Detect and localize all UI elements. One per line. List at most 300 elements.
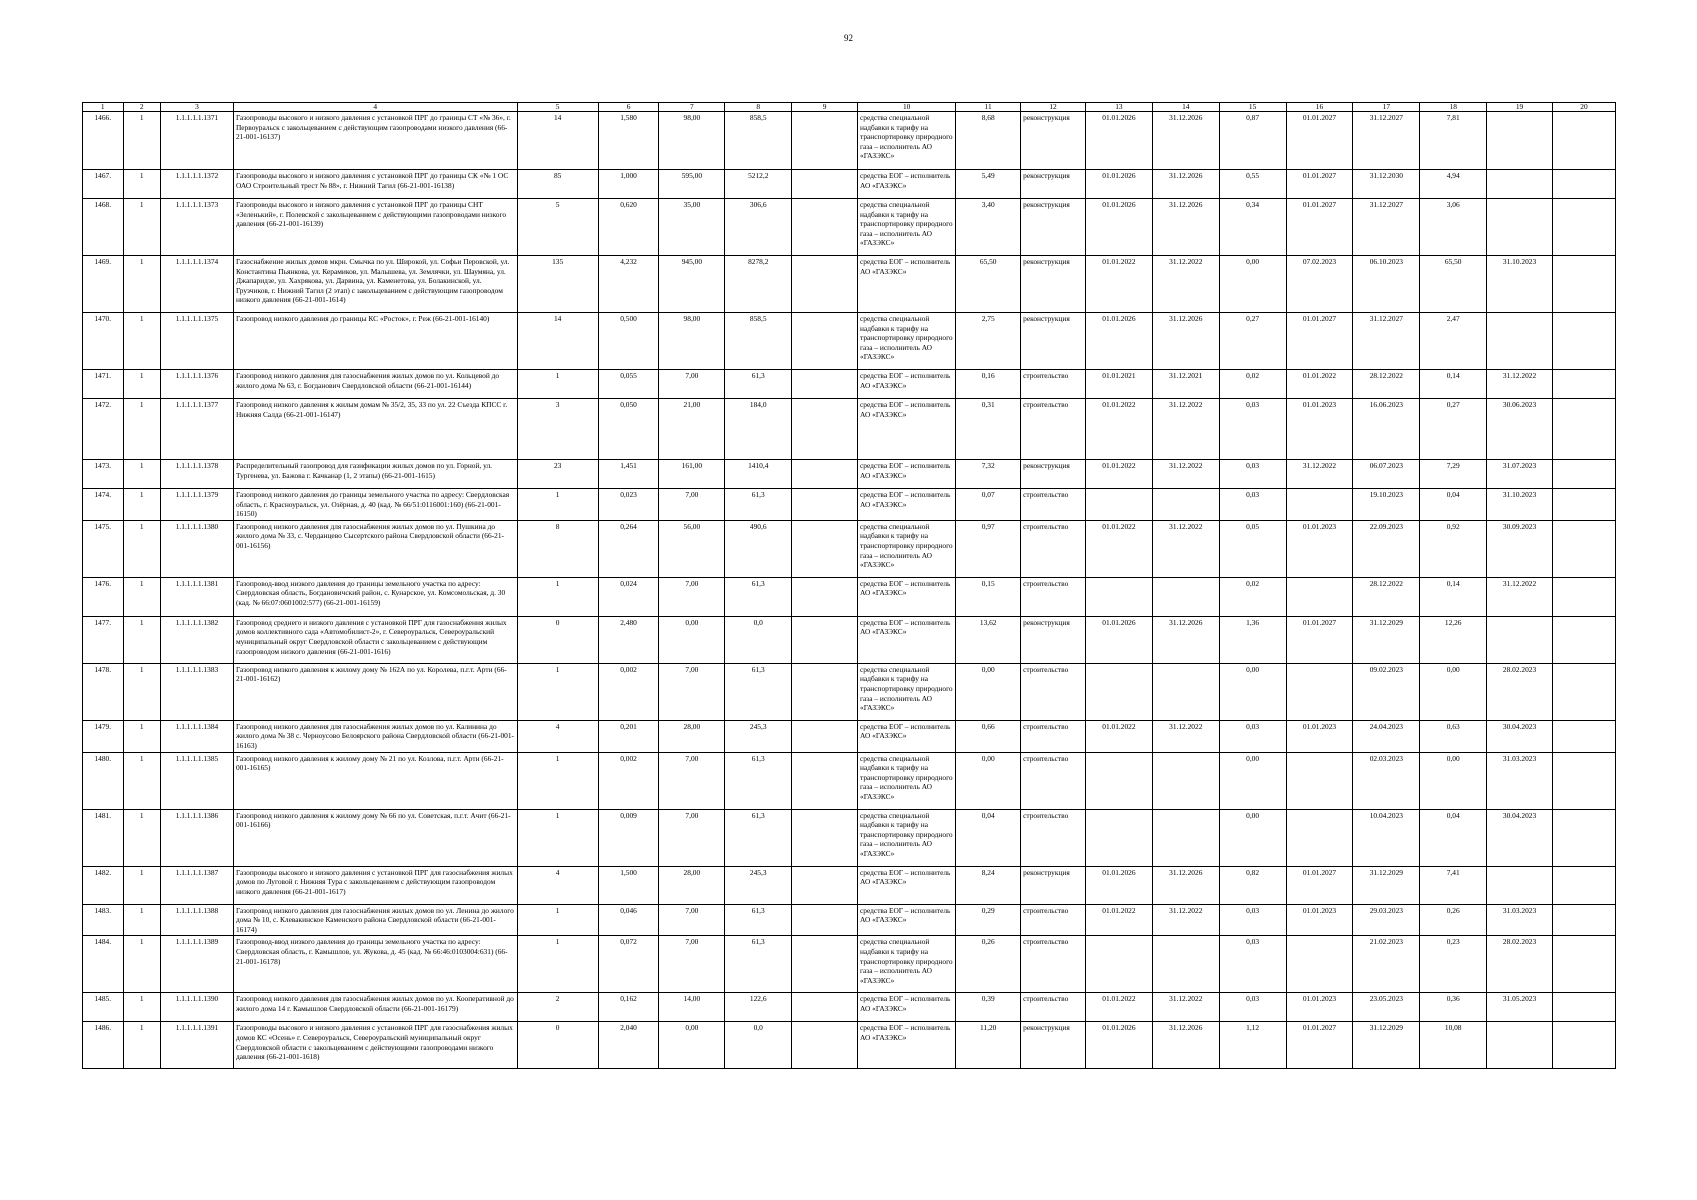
col-5-value: 1	[517, 809, 598, 866]
work-type: строительство	[1021, 399, 1086, 460]
end-date: 31.12.2026	[1152, 1022, 1219, 1069]
length-value: 0,002	[598, 663, 659, 720]
col-18-value: 3,06	[1420, 199, 1487, 256]
table-row	[83, 399, 1616, 460]
col-16-date	[1286, 752, 1353, 809]
col-8-value: 858,5	[725, 313, 792, 370]
col-5-value: 85	[517, 170, 598, 199]
table-row	[83, 663, 1616, 720]
object-name: Газопровод низкого давления для газоснабжения жилых домов по ул. Калинина до жилого дома № 38 с. Черноусово Белоярского района Свердловской области (66-21-001-16163)	[233, 720, 517, 752]
col-19-date: 30.06.2023	[1487, 399, 1553, 460]
col-5-value: 1	[517, 577, 598, 616]
col-2-value: 1	[123, 752, 160, 809]
cost-value: 0,31	[956, 399, 1021, 460]
cost-value: 0,26	[956, 936, 1021, 993]
start-date: 01.01.2022	[1085, 904, 1152, 936]
col-7-value: 35,00	[659, 199, 725, 256]
end-date: 31.12.2021	[1152, 370, 1219, 399]
start-date	[1085, 936, 1152, 993]
col-9-value	[792, 720, 858, 752]
col-7-value: 161,00	[659, 460, 725, 489]
length-value: 1,580	[598, 112, 659, 170]
col-2-value: 1	[123, 399, 160, 460]
table-row	[83, 809, 1616, 866]
col-5-value: 3	[517, 399, 598, 460]
col-15-value: 0,00	[1219, 663, 1286, 720]
col-18-value: 12,26	[1420, 616, 1487, 663]
funding-source: средства специальной надбавки к тарифу на транспортировку природного газа – исполнитель АО «ГАЗЭКС»	[858, 112, 956, 170]
column-header: 15	[1219, 103, 1286, 112]
col-15-value: 0,87	[1219, 112, 1286, 170]
col-2-value: 1	[123, 577, 160, 616]
col-7-value: 7,00	[659, 904, 725, 936]
object-code: 1.1.1.1.1.1384	[161, 720, 234, 752]
col-16-date	[1286, 809, 1353, 866]
row-number: 1469.	[83, 256, 124, 313]
col-19-date: 28.02.2023	[1487, 663, 1553, 720]
table-row	[83, 936, 1616, 993]
work-type: строительство	[1021, 993, 1086, 1022]
col-5-value: 0	[517, 1022, 598, 1069]
end-date	[1152, 936, 1219, 993]
col-17-date: 28.12.2022	[1353, 370, 1420, 399]
col-9-value	[792, 936, 858, 993]
object-name: Газопроводы высокого и низкого давления с установкой ПРГ до границы СНТ «Зеленький», г. Полевской с закольцеванием с действующими газопроводами низкого давления (66-21-001-16139)	[233, 199, 517, 256]
col-16-date	[1286, 577, 1353, 616]
cost-value: 8,68	[956, 112, 1021, 170]
cost-value: 0,29	[956, 904, 1021, 936]
col-18-value: 0,14	[1420, 577, 1487, 616]
start-date: 01.01.2021	[1085, 370, 1152, 399]
end-date	[1152, 752, 1219, 809]
col-7-value: 56,00	[659, 520, 725, 577]
start-date	[1085, 489, 1152, 521]
col-8-value: 184,0	[725, 399, 792, 460]
col-2-value: 1	[123, 370, 160, 399]
column-header: 3	[161, 103, 234, 112]
col-8-value: 1410,4	[725, 460, 792, 489]
col-15-value: 0,03	[1219, 460, 1286, 489]
funding-source: средства специальной надбавки к тарифу на транспортировку природного газа – исполнитель АО «ГАЗЭКС»	[858, 199, 956, 256]
end-date: 31.12.2026	[1152, 170, 1219, 199]
col-15-value: 0,03	[1219, 904, 1286, 936]
col-18-value: 7,29	[1420, 460, 1487, 489]
col-18-value: 0,04	[1420, 489, 1487, 521]
col-16-date: 01.01.2027	[1286, 170, 1353, 199]
row-number: 1484.	[83, 936, 124, 993]
col-16-date: 01.01.2023	[1286, 904, 1353, 936]
end-date: 31.12.2026	[1152, 866, 1219, 904]
column-header: 11	[956, 103, 1021, 112]
col-7-value: 14,00	[659, 993, 725, 1022]
table-row	[83, 993, 1616, 1022]
row-number: 1486.	[83, 1022, 124, 1069]
col-15-value: 0,03	[1219, 993, 1286, 1022]
work-type: реконструкция	[1021, 170, 1086, 199]
col-17-date: 24.04.2023	[1353, 720, 1420, 752]
table-row	[83, 199, 1616, 256]
col-20-value	[1552, 170, 1615, 199]
table-row	[83, 752, 1616, 809]
col-20-value	[1552, 313, 1615, 370]
funding-source: средства специальной надбавки к тарифу на транспортировку природного газа – исполнитель АО «ГАЗЭКС»	[858, 936, 956, 993]
table-body	[83, 112, 1616, 1069]
column-header: 8	[725, 103, 792, 112]
column-header: 9	[792, 103, 858, 112]
col-18-value: 7,81	[1420, 112, 1487, 170]
col-2-value: 1	[123, 460, 160, 489]
col-5-value: 14	[517, 313, 598, 370]
length-value: 2,480	[598, 616, 659, 663]
col-17-date: 21.02.2023	[1353, 936, 1420, 993]
col-9-value	[792, 112, 858, 170]
col-18-value: 0,36	[1420, 993, 1487, 1022]
col-9-value	[792, 616, 858, 663]
col-16-date: 01.01.2027	[1286, 112, 1353, 170]
end-date: 31.12.2022	[1152, 720, 1219, 752]
work-type: строительство	[1021, 663, 1086, 720]
col-7-value: 7,00	[659, 752, 725, 809]
cost-value: 0,00	[956, 752, 1021, 809]
col-18-value: 0,14	[1420, 370, 1487, 399]
row-number: 1467.	[83, 170, 124, 199]
funding-source: средства ЕОГ – исполнитель АО «ГАЗЭКС»	[858, 460, 956, 489]
col-2-value: 1	[123, 313, 160, 370]
funding-source: средства специальной надбавки к тарифу на транспортировку природного газа – исполнитель АО «ГАЗЭКС»	[858, 809, 956, 866]
column-header: 20	[1552, 103, 1615, 112]
length-value: 4,232	[598, 256, 659, 313]
funding-source: средства ЕОГ – исполнитель АО «ГАЗЭКС»	[858, 1022, 956, 1069]
col-8-value: 245,3	[725, 866, 792, 904]
start-date: 01.01.2022	[1085, 520, 1152, 577]
col-7-value: 21,00	[659, 399, 725, 460]
funding-source: средства ЕОГ – исполнитель АО «ГАЗЭКС»	[858, 720, 956, 752]
col-8-value: 122,6	[725, 993, 792, 1022]
col-17-date: 09.02.2023	[1353, 663, 1420, 720]
col-8-value: 858,5	[725, 112, 792, 170]
row-number: 1477.	[83, 616, 124, 663]
col-5-value: 4	[517, 866, 598, 904]
object-name: Газопровод низкого давления к жилому дому № 162А по ул. Королева, п.г.т. Арти (66-21-001-16162)	[233, 663, 517, 720]
end-date	[1152, 809, 1219, 866]
object-name: Газопровод низкого давления к жилому дому № 21 по ул. Козлова, п.г.т. Арти (66-21-001-16165)	[233, 752, 517, 809]
object-code: 1.1.1.1.1.1372	[161, 170, 234, 199]
col-2-value: 1	[123, 720, 160, 752]
col-7-value: 0,00	[659, 1022, 725, 1069]
length-value: 1,000	[598, 170, 659, 199]
end-date	[1152, 489, 1219, 521]
col-19-date: 30.04.2023	[1487, 720, 1553, 752]
end-date: 31.12.2022	[1152, 399, 1219, 460]
object-code: 1.1.1.1.1.1378	[161, 460, 234, 489]
col-5-value: 4	[517, 720, 598, 752]
row-number: 1472.	[83, 399, 124, 460]
col-19-date: 31.07.2023	[1487, 460, 1553, 489]
col-20-value	[1552, 256, 1615, 313]
row-number: 1483.	[83, 904, 124, 936]
col-15-value: 0,00	[1219, 809, 1286, 866]
length-value: 0,046	[598, 904, 659, 936]
col-2-value: 1	[123, 256, 160, 313]
cost-value: 65,50	[956, 256, 1021, 313]
work-type: реконструкция	[1021, 460, 1086, 489]
funding-source: средства ЕОГ – исполнитель АО «ГАЗЭКС»	[858, 170, 956, 199]
funding-source: средства ЕОГ – исполнитель АО «ГАЗЭКС»	[858, 616, 956, 663]
end-date: 31.12.2022	[1152, 256, 1219, 313]
column-header: 13	[1085, 103, 1152, 112]
work-type: строительство	[1021, 577, 1086, 616]
col-19-date	[1487, 170, 1553, 199]
funding-source: средства ЕОГ – исполнитель АО «ГАЗЭКС»	[858, 577, 956, 616]
col-17-date: 10.04.2023	[1353, 809, 1420, 866]
length-value: 0,024	[598, 577, 659, 616]
funding-source: средства ЕОГ – исполнитель АО «ГАЗЭКС»	[858, 993, 956, 1022]
row-number: 1466.	[83, 112, 124, 170]
end-date: 31.12.2022	[1152, 904, 1219, 936]
col-19-date: 31.10.2023	[1487, 489, 1553, 521]
page-number: 92	[844, 33, 853, 43]
cost-value: 11,20	[956, 1022, 1021, 1069]
col-9-value	[792, 199, 858, 256]
column-header: 10	[858, 103, 956, 112]
col-9-value	[792, 520, 858, 577]
col-8-value: 61,3	[725, 370, 792, 399]
table-row	[83, 616, 1616, 663]
row-number: 1480.	[83, 752, 124, 809]
col-20-value	[1552, 616, 1615, 663]
col-17-date: 23.05.2023	[1353, 993, 1420, 1022]
object-code: 1.1.1.1.1.1375	[161, 313, 234, 370]
col-20-value	[1552, 904, 1615, 936]
object-code: 1.1.1.1.1.1388	[161, 904, 234, 936]
col-20-value	[1552, 370, 1615, 399]
length-value: 0,050	[598, 399, 659, 460]
col-7-value: 945,00	[659, 256, 725, 313]
col-16-date: 01.01.2027	[1286, 866, 1353, 904]
end-date	[1152, 577, 1219, 616]
col-18-value: 0,26	[1420, 904, 1487, 936]
col-17-date: 06.10.2023	[1353, 256, 1420, 313]
end-date: 31.12.2022	[1152, 460, 1219, 489]
col-16-date: 01.01.2023	[1286, 993, 1353, 1022]
table-row	[83, 520, 1616, 577]
row-number: 1468.	[83, 199, 124, 256]
start-date: 01.01.2022	[1085, 993, 1152, 1022]
start-date: 01.01.2022	[1085, 460, 1152, 489]
cost-value: 0,16	[956, 370, 1021, 399]
col-15-value: 0,00	[1219, 256, 1286, 313]
object-code: 1.1.1.1.1.1371	[161, 112, 234, 170]
col-9-value	[792, 399, 858, 460]
object-code: 1.1.1.1.1.1387	[161, 866, 234, 904]
col-17-date: 31.12.2030	[1353, 170, 1420, 199]
work-type: реконструкция	[1021, 1022, 1086, 1069]
col-15-value: 0,27	[1219, 313, 1286, 370]
col-5-value: 2	[517, 993, 598, 1022]
funding-source: средства специальной надбавки к тарифу на транспортировку природного газа – исполнитель АО «ГАЗЭКС»	[858, 313, 956, 370]
col-2-value: 1	[123, 866, 160, 904]
col-9-value	[792, 577, 858, 616]
col-15-value: 0,34	[1219, 199, 1286, 256]
cost-value: 0,15	[956, 577, 1021, 616]
cost-value: 2,75	[956, 313, 1021, 370]
table-row	[83, 112, 1616, 170]
col-7-value: 7,00	[659, 577, 725, 616]
col-19-date: 28.02.2023	[1487, 936, 1553, 993]
col-19-date: 31.12.2022	[1487, 577, 1553, 616]
col-17-date: 19.10.2023	[1353, 489, 1420, 521]
col-19-date	[1487, 112, 1553, 170]
object-code: 1.1.1.1.1.1385	[161, 752, 234, 809]
col-9-value	[792, 866, 858, 904]
column-header: 19	[1487, 103, 1553, 112]
col-19-date	[1487, 616, 1553, 663]
col-18-value: 4,94	[1420, 170, 1487, 199]
table-row	[83, 489, 1616, 521]
col-2-value: 1	[123, 809, 160, 866]
col-7-value: 0,00	[659, 616, 725, 663]
col-19-date: 31.05.2023	[1487, 993, 1553, 1022]
col-17-date: 22.09.2023	[1353, 520, 1420, 577]
col-20-value	[1552, 520, 1615, 577]
object-name: Газопроводы высокого и низкого давления с установкой ПРГ для газоснабжения жилых домов КС «Осень» г. Североуральск, Североуральский муниципальный округ Свердловской области с закольцеванием с действующими газопроводами низкого давления (66-21-001-1618)	[233, 1022, 517, 1069]
object-name: Газопроводы высокого и низкого давления с установкой ПРГ до границы СТ «№ 36», г. Первоуральск с закольцеванием с действующим газопроводами низкого давления (66-21-001-16137)	[233, 112, 517, 170]
start-date: 01.01.2026	[1085, 313, 1152, 370]
col-7-value: 7,00	[659, 936, 725, 993]
col-18-value: 0,00	[1420, 752, 1487, 809]
col-8-value: 0,0	[725, 616, 792, 663]
col-2-value: 1	[123, 1022, 160, 1069]
col-15-value: 0,00	[1219, 752, 1286, 809]
table-row	[83, 904, 1616, 936]
object-code: 1.1.1.1.1.1374	[161, 256, 234, 313]
col-15-value: 0,03	[1219, 399, 1286, 460]
col-5-value: 0	[517, 616, 598, 663]
col-19-date: 30.04.2023	[1487, 809, 1553, 866]
col-16-date: 01.01.2027	[1286, 616, 1353, 663]
cost-value: 0,66	[956, 720, 1021, 752]
cost-value: 7,32	[956, 460, 1021, 489]
col-16-date: 01.01.2027	[1286, 199, 1353, 256]
col-2-value: 1	[123, 936, 160, 993]
col-2-value: 1	[123, 663, 160, 720]
col-15-value: 0,02	[1219, 370, 1286, 399]
object-code: 1.1.1.1.1.1389	[161, 936, 234, 993]
end-date: 31.12.2026	[1152, 616, 1219, 663]
col-7-value: 7,00	[659, 489, 725, 521]
funding-source: средства ЕОГ – исполнитель АО «ГАЗЭКС»	[858, 399, 956, 460]
col-9-value	[792, 460, 858, 489]
table-row	[83, 460, 1616, 489]
col-19-date	[1487, 199, 1553, 256]
col-20-value	[1552, 577, 1615, 616]
col-16-date	[1286, 663, 1353, 720]
col-17-date: 06.07.2023	[1353, 460, 1420, 489]
table-row	[83, 720, 1616, 752]
object-name: Газопровод низкого давления для газоснабжения жилых домов по ул. Пушкина до жилого дома № 33, с. Черданцево Сысертского района Свердловской области (66-21-001-16156)	[233, 520, 517, 577]
col-17-date: 29.03.2023	[1353, 904, 1420, 936]
work-type: реконструкция	[1021, 112, 1086, 170]
work-type: строительство	[1021, 370, 1086, 399]
object-code: 1.1.1.1.1.1381	[161, 577, 234, 616]
col-17-date: 31.12.2027	[1353, 112, 1420, 170]
col-9-value	[792, 752, 858, 809]
col-20-value	[1552, 993, 1615, 1022]
column-header: 1	[83, 103, 124, 112]
col-9-value	[792, 370, 858, 399]
length-value: 0,201	[598, 720, 659, 752]
col-15-value: 0,05	[1219, 520, 1286, 577]
start-date: 01.01.2026	[1085, 170, 1152, 199]
col-16-date: 01.01.2027	[1286, 313, 1353, 370]
col-5-value: 1	[517, 752, 598, 809]
end-date: 31.12.2022	[1152, 520, 1219, 577]
start-date: 01.01.2026	[1085, 112, 1152, 170]
col-16-date: 07.02.2023	[1286, 256, 1353, 313]
end-date: 31.12.2026	[1152, 313, 1219, 370]
col-8-value: 0,0	[725, 1022, 792, 1069]
col-8-value: 61,3	[725, 577, 792, 616]
col-19-date: 31.03.2023	[1487, 752, 1553, 809]
col-2-value: 1	[123, 616, 160, 663]
object-code: 1.1.1.1.1.1383	[161, 663, 234, 720]
table-row	[83, 170, 1616, 199]
col-15-value: 0,03	[1219, 936, 1286, 993]
col-16-date: 01.01.2023	[1286, 399, 1353, 460]
col-18-value: 0,27	[1420, 399, 1487, 460]
col-16-date	[1286, 936, 1353, 993]
col-8-value: 61,3	[725, 809, 792, 866]
col-18-value: 7,41	[1420, 866, 1487, 904]
col-16-date: 31.12.2022	[1286, 460, 1353, 489]
funding-source: средства ЕОГ – исполнитель АО «ГАЗЭКС»	[858, 489, 956, 521]
object-name: Газопровод низкого давления для газоснабжения жилых домов по ул. Ленина до жилого дома № 10, с. Клевакинское Каменского района Свердловской области (66-21-001-16174)	[233, 904, 517, 936]
col-18-value: 0,23	[1420, 936, 1487, 993]
table-row	[83, 577, 1616, 616]
col-15-value: 0,03	[1219, 720, 1286, 752]
length-value: 0,162	[598, 993, 659, 1022]
col-7-value: 7,00	[659, 809, 725, 866]
col-20-value	[1552, 866, 1615, 904]
col-8-value: 61,3	[725, 752, 792, 809]
col-18-value: 10,08	[1420, 1022, 1487, 1069]
col-2-value: 1	[123, 904, 160, 936]
col-8-value: 8278,2	[725, 256, 792, 313]
col-8-value: 490,6	[725, 520, 792, 577]
col-18-value: 0,04	[1420, 809, 1487, 866]
object-name: Газоснабжение жилых домов мкрн. Смычка по ул. Широкой, ул. Софьи Перовской, ул. Константина Пьянкова, ул. Керамиков, ул. Малышева, ул. Землячки, ул. Шаумяна, ул. Джапаридзе, ул. Хахрякова, ул. Дарвина, ул. Каменетова, ул. Болакинской, ул. Грузчиков, г. Нижний Тагил (2 этап) с закольцеванием с действующим газопроводом низкого давления (66-21-001-1614)	[233, 256, 517, 313]
work-type: строительство	[1021, 489, 1086, 521]
col-17-date: 02.03.2023	[1353, 752, 1420, 809]
row-number: 1479.	[83, 720, 124, 752]
col-2-value: 1	[123, 112, 160, 170]
length-value: 0,264	[598, 520, 659, 577]
col-20-value	[1552, 720, 1615, 752]
object-name: Газопроводы высокого и низкого давления с установкой ПРГ до границы СК «№ 1 ОС ОАО Строительный трест № 88», г. Нижний Тагил (66-21-001-16138)	[233, 170, 517, 199]
work-type: строительство	[1021, 809, 1086, 866]
object-code: 1.1.1.1.1.1379	[161, 489, 234, 521]
col-9-value	[792, 663, 858, 720]
col-8-value: 245,3	[725, 720, 792, 752]
end-date: 31.12.2026	[1152, 112, 1219, 170]
column-header: 18	[1420, 103, 1487, 112]
col-5-value: 1	[517, 370, 598, 399]
col-16-date: 01.01.2027	[1286, 1022, 1353, 1069]
cost-value: 3,40	[956, 199, 1021, 256]
work-type: реконструкция	[1021, 199, 1086, 256]
object-code: 1.1.1.1.1.1390	[161, 993, 234, 1022]
work-type: строительство	[1021, 720, 1086, 752]
